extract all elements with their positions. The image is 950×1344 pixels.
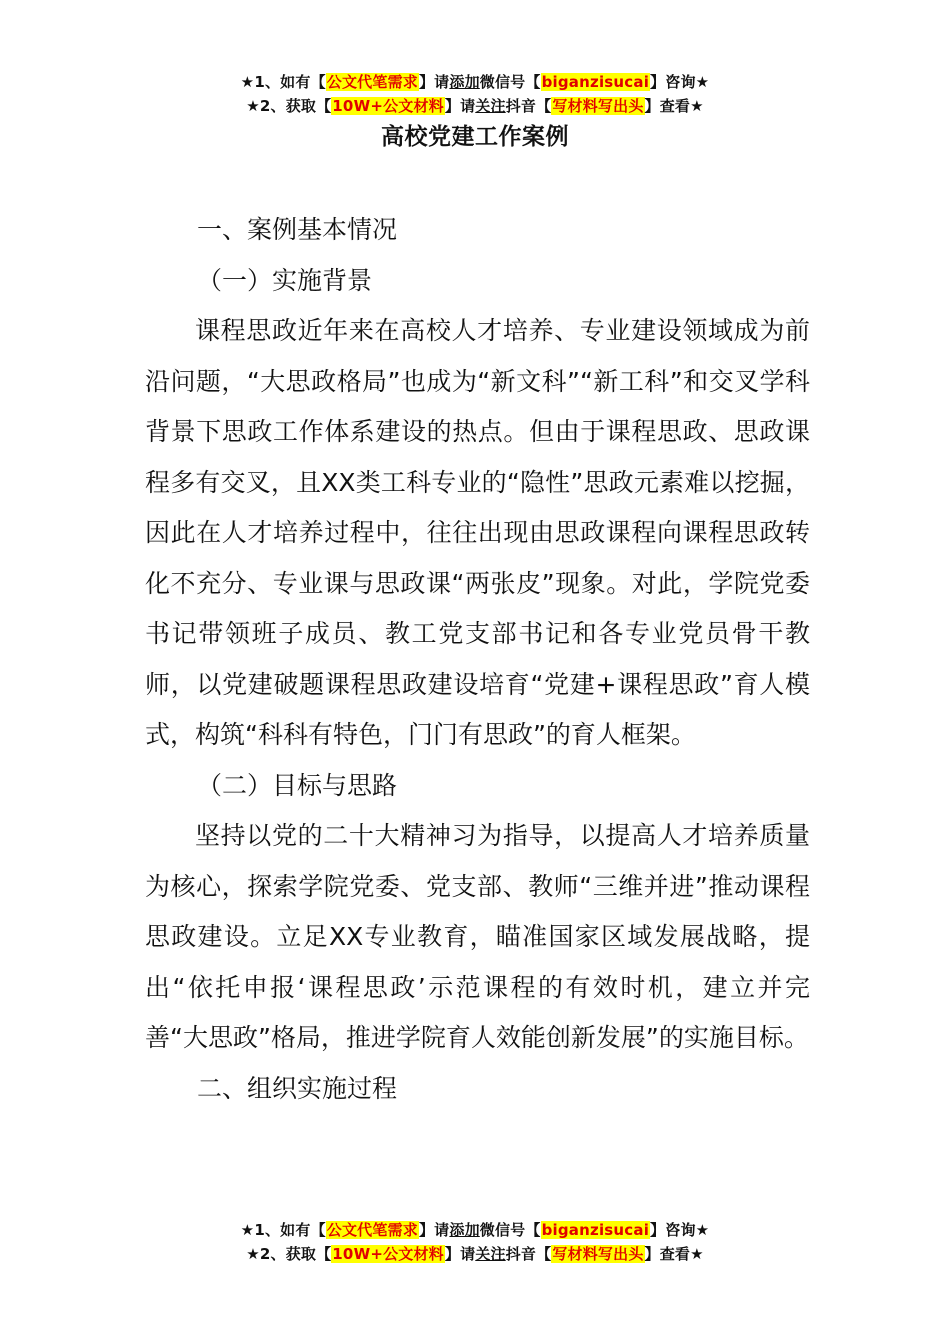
banner-text: 】请 xyxy=(418,1221,450,1239)
banner-highlight: 公文代笔需求 xyxy=(326,1221,418,1239)
banner-line-2 xyxy=(0,1242,950,1266)
star-icon: ★ xyxy=(246,97,260,115)
paragraph: 课程思政近年来在高校人才培养、专业建设领域成为前沿问题，“大思政格局”也成为“新文科”“新工科”和交叉学科背景下思政工作体系建设的热点。但由于课程思政、思政课程多有交叉，且XX类工科专业的“隐性”思政元素难以挖掘，因此在人才培养过程中，往往出现由思政课程向课程思政转化不充分、专业课与思政课“两张皮”现象。对此，学院党委书记带领班子成员、教工党支部书记和各专业党员骨干教师，以党建破题课程思政建设培育“党建+课程思政”育人模式，构筑“科科有特色，门门有思政”的育人框架。 xyxy=(145,316,810,749)
banner-text: 】咨询 xyxy=(650,1221,696,1239)
banner-highlight: biganzisucai xyxy=(541,73,650,91)
document-body xyxy=(145,205,810,1114)
star-icon: ★ xyxy=(240,1221,255,1239)
banner-text: 添加 xyxy=(449,73,480,91)
star-icon: ★ xyxy=(240,73,255,91)
section-heading: 二、组织实施过程 xyxy=(197,1073,398,1103)
paragraph: 坚持以党的二十大精神习为指导，以提高人才培养质量为核心，探索学院党委、党支部、教师“三维并进”推动课程思政建设。立足XX专业教育，瞄准国家区域发展战略，提出“依托申报‘课程思政’示范课程的有效时机，建立并完善“大思政”格局，推进学院育人效能创新发展”的实施目标。 xyxy=(145,821,810,1052)
top-banner xyxy=(0,70,950,118)
page-title: 高校党建工作案例 xyxy=(381,124,569,150)
banner-highlight: 写材料写出头 xyxy=(552,97,644,115)
banner-highlight: 公文代笔需求 xyxy=(326,73,418,91)
banner-highlight: 10W+公文材料 xyxy=(332,97,444,115)
banner-text: 1、如有【 xyxy=(254,73,326,91)
banner-text: 1、如有【 xyxy=(254,1221,326,1239)
subsection-heading: （一）实施背景 xyxy=(197,265,373,295)
banner-line-1 xyxy=(0,70,950,94)
star-icon: ★ xyxy=(695,73,710,91)
banner-text: 关注 xyxy=(475,1245,506,1263)
subsection-heading: （二）目标与思路 xyxy=(197,770,398,800)
banner-text: 】请 xyxy=(418,73,450,91)
banner-text: 微信号【 xyxy=(479,1221,541,1239)
banner-line-2 xyxy=(0,94,950,118)
star-icon: ★ xyxy=(695,1221,710,1239)
banner-text: 关注 xyxy=(475,97,506,115)
banner-text: 】查看 xyxy=(644,97,691,115)
banner-line-1 xyxy=(0,1218,950,1242)
star-icon: ★ xyxy=(690,97,704,115)
banner-text: 微信号【 xyxy=(479,73,541,91)
banner-highlight: biganzisucai xyxy=(541,1221,650,1239)
banner-text: 2、获取【 xyxy=(259,97,332,115)
banner-text: 】查看 xyxy=(644,1245,691,1263)
banner-text: 抖音【 xyxy=(505,1245,552,1263)
star-icon: ★ xyxy=(690,1245,704,1263)
banner-text: 】咨询 xyxy=(650,73,696,91)
star-icon: ★ xyxy=(246,1245,260,1263)
bottom-banner xyxy=(0,1218,950,1266)
banner-text: 抖音【 xyxy=(505,97,552,115)
section-heading: 一、案例基本情况 xyxy=(197,215,398,244)
banner-text: 添加 xyxy=(449,1221,480,1239)
banner-text: 】请 xyxy=(444,1245,476,1263)
banner-highlight: 10W+公文材料 xyxy=(332,1245,444,1263)
banner-text: 2、获取【 xyxy=(259,1245,332,1263)
banner-highlight: 写材料写出头 xyxy=(552,1245,644,1263)
banner-text: 】请 xyxy=(444,97,476,115)
